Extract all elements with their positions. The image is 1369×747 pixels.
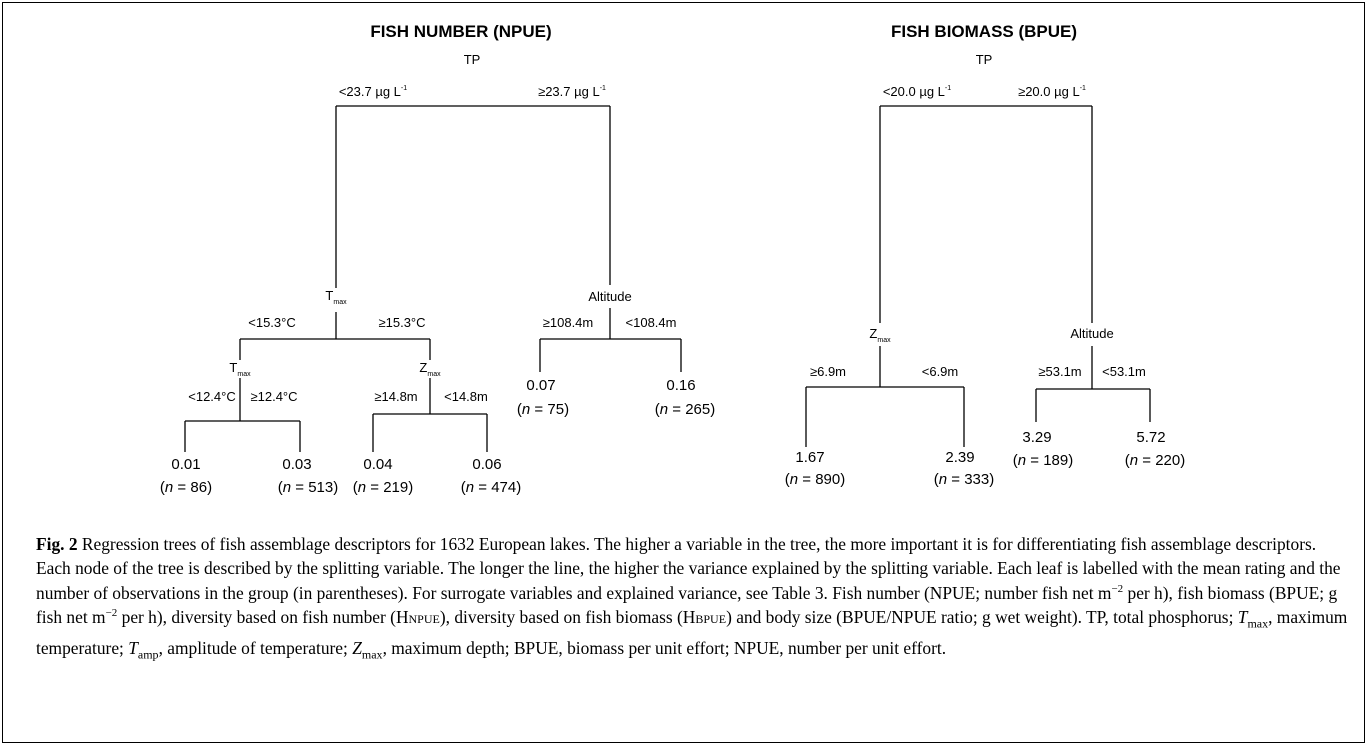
npue-tmax2-right-condition: ≥12.4°C bbox=[250, 389, 298, 404]
npue-leaf bbox=[517, 377, 569, 418]
npue-root-left-condition: <23.7 µg $L^{-1}$ bbox=[338, 84, 408, 99]
bpue-root-left-condition: <20.0 µg $L^{-1}$ bbox=[882, 84, 952, 99]
npue-leaf bbox=[655, 377, 715, 418]
bpue-leaf bbox=[934, 449, 994, 488]
svg-text:0.16: 0.16 bbox=[666, 377, 696, 394]
bpue-tree bbox=[785, 22, 1185, 488]
npue-tree bbox=[160, 22, 715, 496]
bpue-altitude-node: Altitude bbox=[1070, 326, 1114, 341]
npue-altitude-right-condition: <108.4m bbox=[625, 315, 677, 330]
svg-text:(n = 333): (n = 333) bbox=[933, 471, 995, 488]
bpue-altitude-left-condition: ≥53.1m bbox=[1038, 364, 1082, 379]
svg-text:(n = 890): (n = 890) bbox=[784, 471, 846, 488]
figure-label: Fig. 2 bbox=[36, 534, 78, 554]
bpue-zmax-left-condition: ≥6.9m bbox=[809, 364, 847, 379]
npue-tmax2-node: $T_{max}$ bbox=[229, 360, 251, 378]
svg-text:0.01: 0.01 bbox=[171, 456, 201, 473]
npue-title: FISH NUMBER (NPUE) bbox=[370, 22, 552, 41]
svg-text:(n = 474): (n = 474) bbox=[460, 479, 522, 496]
npue-zmax-right-condition: <14.8m bbox=[444, 389, 488, 404]
npue-leaf bbox=[278, 456, 338, 496]
svg-text:0.07: 0.07 bbox=[526, 377, 556, 394]
bpue-altitude-right-condition: <53.1m bbox=[1102, 364, 1146, 379]
npue-leaf bbox=[353, 456, 413, 496]
npue-zmax-node: $Z_{max}$ bbox=[419, 360, 441, 378]
bpue-title: FISH BIOMASS (BPUE) bbox=[890, 22, 1078, 41]
bpue-zmax-node: $Z_{max}$ bbox=[869, 326, 891, 344]
npue-altitude-node: Altitude bbox=[588, 289, 632, 304]
bpue-leaf bbox=[1013, 429, 1073, 469]
svg-text:(n = 219): (n = 219) bbox=[352, 479, 414, 496]
npue-tmax2-left-condition: <12.4°C bbox=[188, 389, 236, 404]
svg-text:0.03: 0.03 bbox=[282, 456, 312, 473]
svg-text:1.67: 1.67 bbox=[795, 449, 825, 466]
svg-text:0.06: 0.06 bbox=[472, 456, 502, 473]
svg-text:0.04: 0.04 bbox=[363, 456, 393, 473]
svg-text:5.72: 5.72 bbox=[1136, 429, 1166, 446]
svg-text:3.29: 3.29 bbox=[1022, 429, 1052, 446]
figure-caption: Fig. 2 Regression trees of fish assemblage descriptors for 1632 European lakes. The higher a variable in the tree, the more important it is for differentiating fish assemblage descriptors. Each node of the tree is described by the splitting variable. The longer the line, the higher the variance explained by the splitting variable. Each leaf is labelled with the mean rating and the number of observations in the group (in parentheses). For surrogate variables and explained variance, see Table 3. Fish number (NPUE; number fish net $m^{-2}$ per h), fish biomass (BPUE; g fish net $m^{-2}$ per h), diversity based on fish number (HNPUE), diversity based on fish biomass (HBPUE) and body size (BPUE/NPUE ratio; g wet weight). TP, total phosphorus; $T_{max}$, maximum temperature; $T_{amp}$, amplitude of temperature; $Z_{max}$, maximum depth; BPUE, biomass per unit effort; NPUE, number per unit effort. bbox=[36, 534, 1348, 662]
npue-altitude-left-condition: ≥108.4m bbox=[542, 315, 594, 330]
bpue-branch-lines bbox=[806, 106, 1150, 447]
npue-tmax-right-condition: ≥15.3°C bbox=[378, 315, 426, 330]
bpue-zmax-right-condition: <6.9m bbox=[921, 364, 959, 379]
npue-tmax-node: $T_{max}$ bbox=[325, 288, 347, 306]
svg-text:(n = 220): (n = 220) bbox=[1124, 452, 1186, 469]
svg-text:2.39: 2.39 bbox=[945, 449, 975, 466]
svg-text:(n = 513): (n = 513) bbox=[277, 479, 339, 496]
npue-zmax-left-condition: ≥14.8m bbox=[374, 389, 418, 404]
npue-root-variable: TP bbox=[463, 52, 481, 67]
svg-text:(n = 265): (n = 265) bbox=[654, 401, 716, 418]
npue-tmax-left-condition: <15.3°C bbox=[248, 315, 296, 330]
bpue-leaf bbox=[785, 449, 845, 488]
npue-leaf bbox=[461, 456, 521, 496]
svg-text:(n = 86): (n = 86) bbox=[159, 479, 213, 496]
bpue-root-variable: TP bbox=[975, 52, 993, 67]
svg-text:(n = 189): (n = 189) bbox=[1012, 452, 1074, 469]
bpue-leaf bbox=[1125, 429, 1185, 469]
svg-text:(n = 75): (n = 75) bbox=[516, 401, 570, 418]
npue-leaf bbox=[160, 456, 212, 496]
bpue-root-right-condition: ≥20.0 µg $L^{-1}$ bbox=[1018, 84, 1086, 99]
npue-root-right-condition: ≥23.7 µg $L^{-1}$ bbox=[538, 84, 606, 99]
